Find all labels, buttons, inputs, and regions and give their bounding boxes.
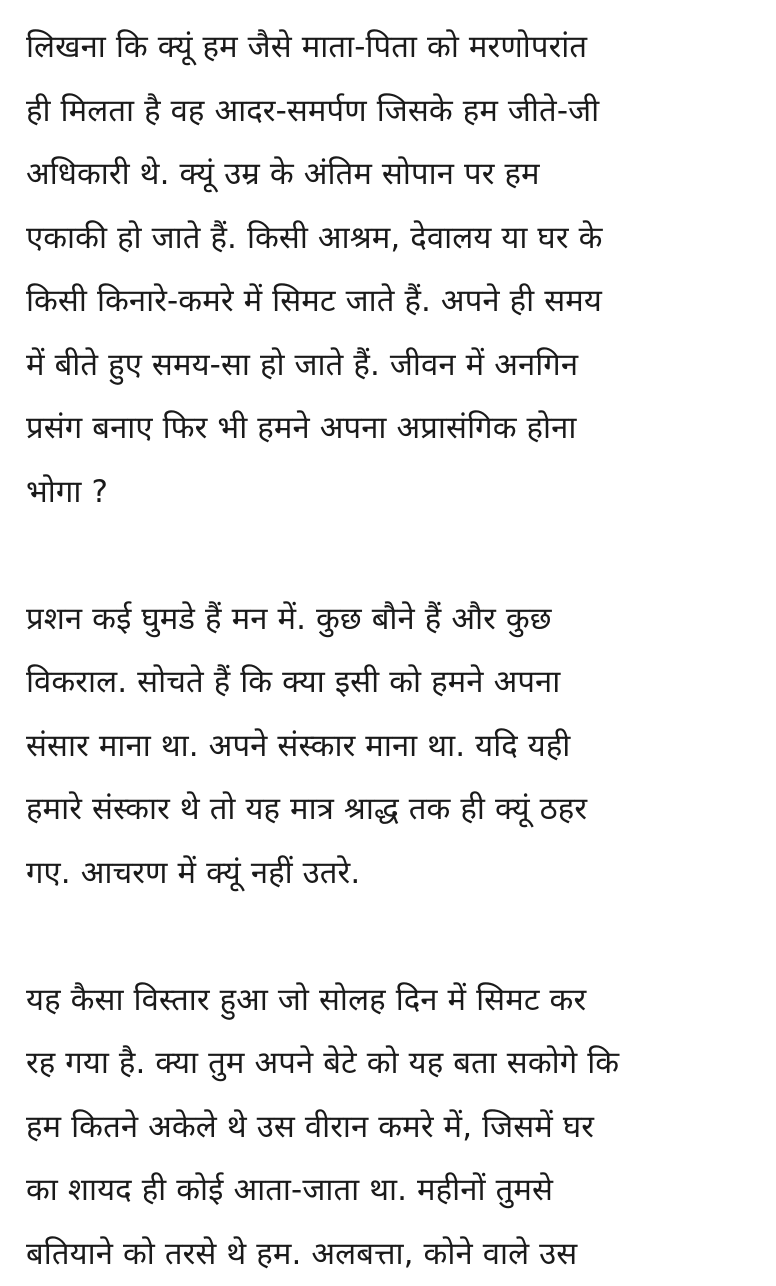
- text-line: में बीते हुए समय-सा हो जाते हैं. जीवन में अनगिन: [26, 334, 766, 398]
- article-body: [26, 16, 766, 1286]
- text-line: ही मिलता है वह आदर-समर्पण जिसके हम जीते-जी: [26, 80, 766, 144]
- text-line: लिखना कि क्यूं हम जैसे माता-पिता को मरणोपरांत: [26, 16, 766, 80]
- text-line: यह कैसा विस्तार हुआ जो सोलह दिन में सिमट कर: [26, 969, 766, 1033]
- text-line: एकाकी हो जाते हैं. किसी आश्रम, देवालय या घर के: [26, 207, 766, 271]
- text-line: प्रशन कई घुमडे हैं मन में. कुछ बौने हैं और कुछ: [26, 588, 766, 652]
- text-line: रह गया है. क्या तुम अपने बेटे को यह बता सकोगे कि: [26, 1032, 766, 1096]
- text-line: संसार माना था. अपने संस्कार माना था. यदि यही: [26, 715, 766, 779]
- text-line: अधिकारी थे. क्यूं उम्र के अंतिम सोपान पर हम: [26, 143, 766, 207]
- paragraph-3: [26, 969, 766, 1286]
- text-line: प्रसंग बनाए फिर भी हमने अपना अप्रासंगिक होना: [26, 397, 766, 461]
- text-line: बतियाने को तरसे थे हम. अलबत्ता, कोने वाले उस: [26, 1223, 766, 1286]
- text-line: किसी किनारे-कमरे में सिमट जाते हैं. अपने ही समय: [26, 270, 766, 334]
- text-line: भोगा ?: [26, 461, 766, 525]
- text-line: हमारे संस्कार थे तो यह मात्र श्राद्ध तक ही क्यूं ठहर: [26, 778, 766, 842]
- paragraph-1: [26, 16, 766, 524]
- text-line: का शायद ही कोई आता-जाता था. महीनों तुमसे: [26, 1159, 766, 1223]
- text-line: हम कितने अकेले थे उस वीरान कमरे में, जिसमें घर: [26, 1096, 766, 1160]
- paragraph-2: [26, 588, 766, 906]
- text-line: गए. आचरण में क्यूं नहीं उतरे.: [26, 842, 766, 906]
- text-line: विकराल. सोचते हैं कि क्या इसी को हमने अपना: [26, 651, 766, 715]
